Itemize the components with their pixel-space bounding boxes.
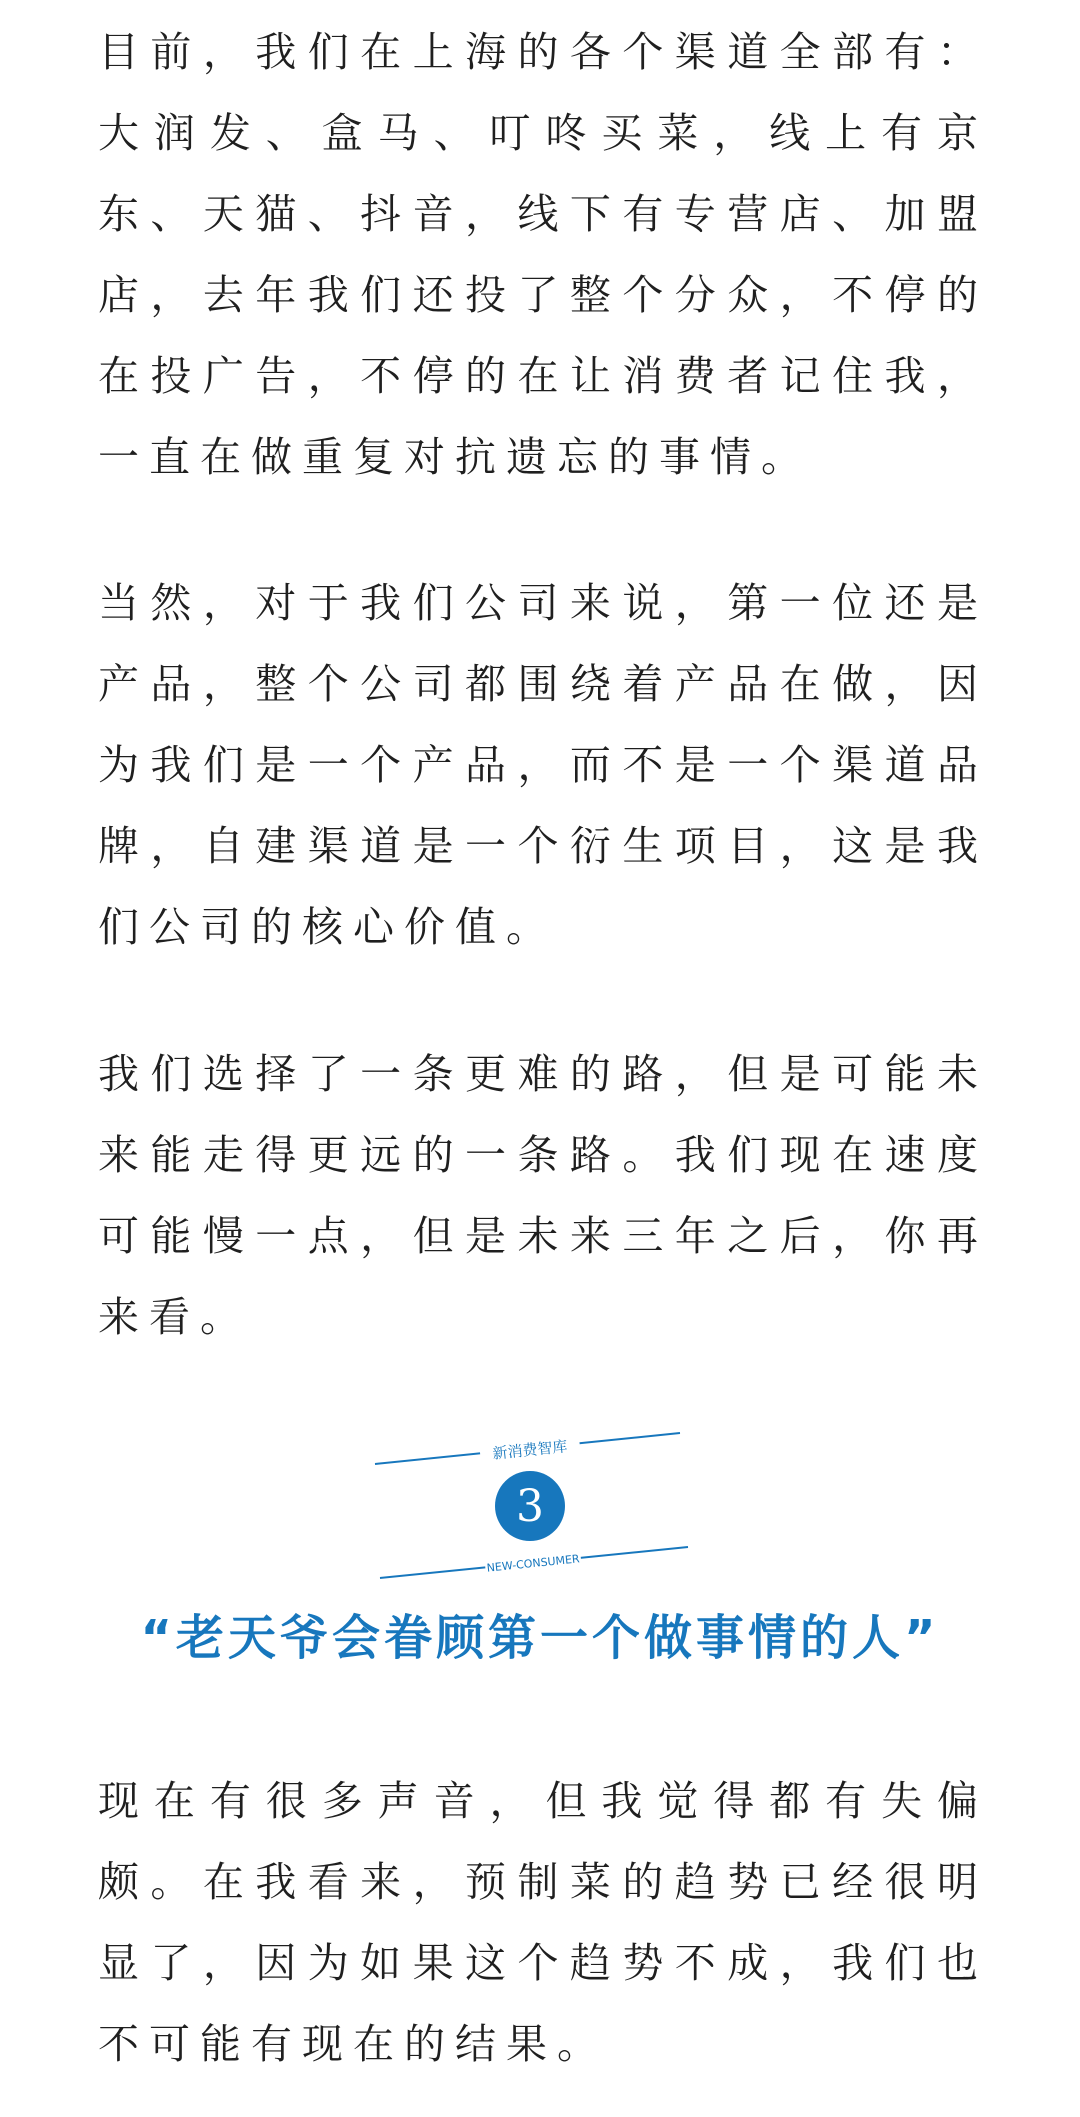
- emblem-brand-bottom: NEW-CONSUMER: [486, 1552, 581, 1575]
- section-number: 3: [516, 1481, 544, 1532]
- emblem-brand-top: 新消费智库: [491, 1437, 569, 1463]
- paragraph-3: 我们选择了一条更难的路，但是可能未来能走得更远的一条路。我们现在速度可能慢一点，但是未来三年之后，你再来看。: [98, 1050, 988, 1341]
- section-emblem-graphic: [370, 1428, 700, 1588]
- section-title: “老天爷会眷顾第一个做事情的人”: [140, 1610, 940, 1666]
- paragraph-4: 现在有很多声音，但我觉得都有失偏颇。在我看来，预制菜的趋势已经很明显了，因为如果这个趋势不成，我们也不可能有现在的结果。: [98, 1777, 988, 2068]
- section-emblem: [370, 1428, 700, 1588]
- paragraph-2: 当然，对于我们公司来说，第一位还是产品，整个公司都围绕着产品在做，因为我们是一个产品，而不是一个渠道品牌，自建渠道是一个衍生项目，这是我们公司的核心价值。: [98, 579, 988, 951]
- paragraph-1: 目前，我们在上海的各个渠道全部有：大润发、盒马、叮咚买菜，线上有京东、天猫、抖音，线下有专营店、加盟店，去年我们还投了整个分众，不停的在投广告，不停的在让消费者记住我，一直在做重复对抗遗忘的事情。: [98, 28, 988, 481]
